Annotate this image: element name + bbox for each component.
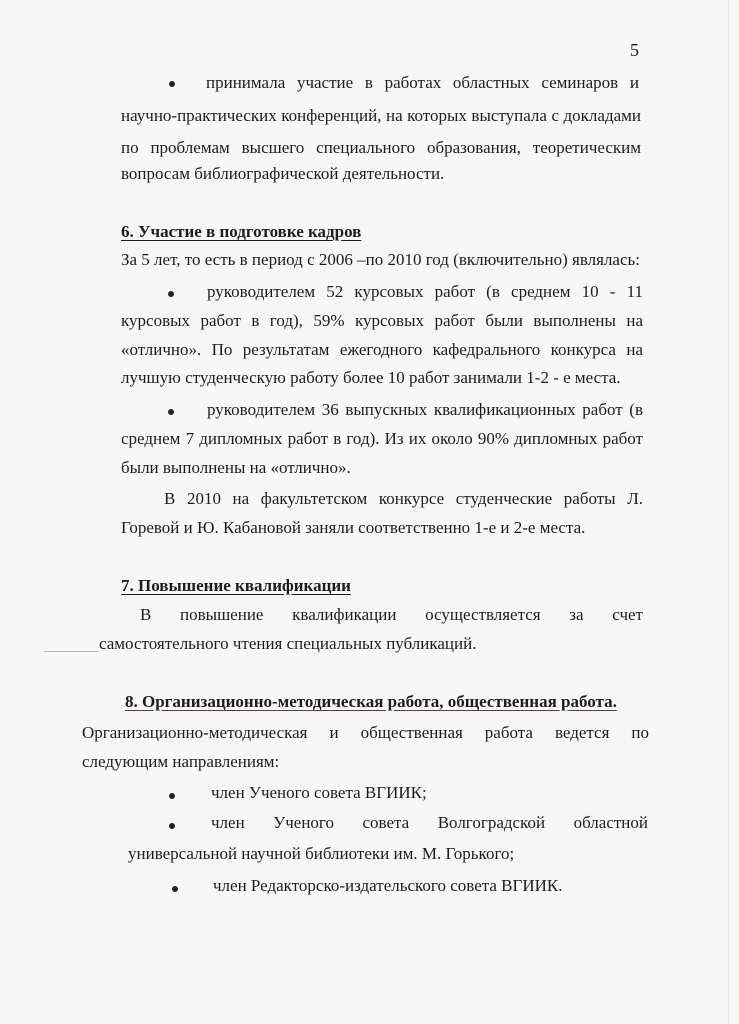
section-6-intro: За 5 лет, то есть в период с 2006 –по 2010 год (включительно) являлась:	[121, 250, 640, 269]
s6-item1-line-3: «отлично». По результатам ежегодного кафедрального конкурса на	[121, 340, 643, 359]
section-8-heading: 8. Организационно-методическая работа, общественная работа.	[125, 692, 617, 711]
bullet-icon	[168, 409, 174, 415]
page-number: 5	[630, 40, 639, 60]
top-line-4: вопросам библиографической деятельности.	[121, 164, 445, 183]
s6-item2-line-3: были выполнены на «отлично».	[121, 458, 351, 477]
bullet-icon	[169, 81, 175, 87]
s8-line-1: Организационно-методическая и общественная работа ведется по	[82, 723, 649, 742]
s7-line-2: самостоятельного чтения специальных публикаций.	[99, 634, 477, 653]
s8-line-2: следующим направлениям:	[82, 752, 280, 771]
s8-item-2-line-1: член Ученого совета Волгоградской областной	[211, 813, 648, 832]
s8-item-1: член Ученого совета ВГИИК;	[211, 783, 427, 802]
top-line-2: научно-практических конференций, на которых выступала с докладами	[121, 106, 641, 125]
s7-line-1: В повышение квалификации осуществляется за счет	[140, 605, 643, 624]
top-line-3: по проблемам высшего специального образования, теоретическим	[121, 138, 641, 157]
bullet-icon	[168, 291, 174, 297]
bullet-icon	[169, 793, 175, 799]
scan-speck	[44, 651, 99, 652]
s6-item1-line-2: курсовых работ в год), 59% курсовых работ были выполнены на	[121, 311, 643, 330]
top-line-1: принимала участие в работах областных семинаров и	[206, 73, 639, 92]
section-7-heading: 7. Повышение квалификации	[121, 576, 351, 595]
s6-item2-line-1: руководителем 36 выпускных квалификационных работ (в	[207, 400, 643, 419]
s6-item2-line-2: среднем 7 дипломных работ в год). Из их около 90% дипломных работ	[121, 429, 643, 448]
section-6-heading: 6. Участие в подготовке кадров	[121, 222, 362, 241]
s8-item-3: член Редакторско-издательского совета ВГИИК.	[213, 876, 563, 895]
s8-item-2-line-2: универсальной научной библиотеки им. М. Горького;	[128, 844, 515, 863]
s6-item1-line-4: лучшую студенческую работу более 10 работ занимали 1-2 - е места.	[121, 368, 621, 387]
scan-edge	[728, 0, 729, 1024]
bullet-icon	[169, 823, 175, 829]
s6-para-line-2: Горевой и Ю. Кабановой заняли соответственно 1-е и 2-е места.	[121, 518, 586, 537]
bullet-icon	[172, 886, 178, 892]
s6-para-line-1: В 2010 на факультетском конкурсе студенческие работы Л.	[164, 489, 643, 508]
s6-item1-line-1: руководителем 52 курсовых работ (в среднем 10 - 11	[207, 282, 643, 301]
